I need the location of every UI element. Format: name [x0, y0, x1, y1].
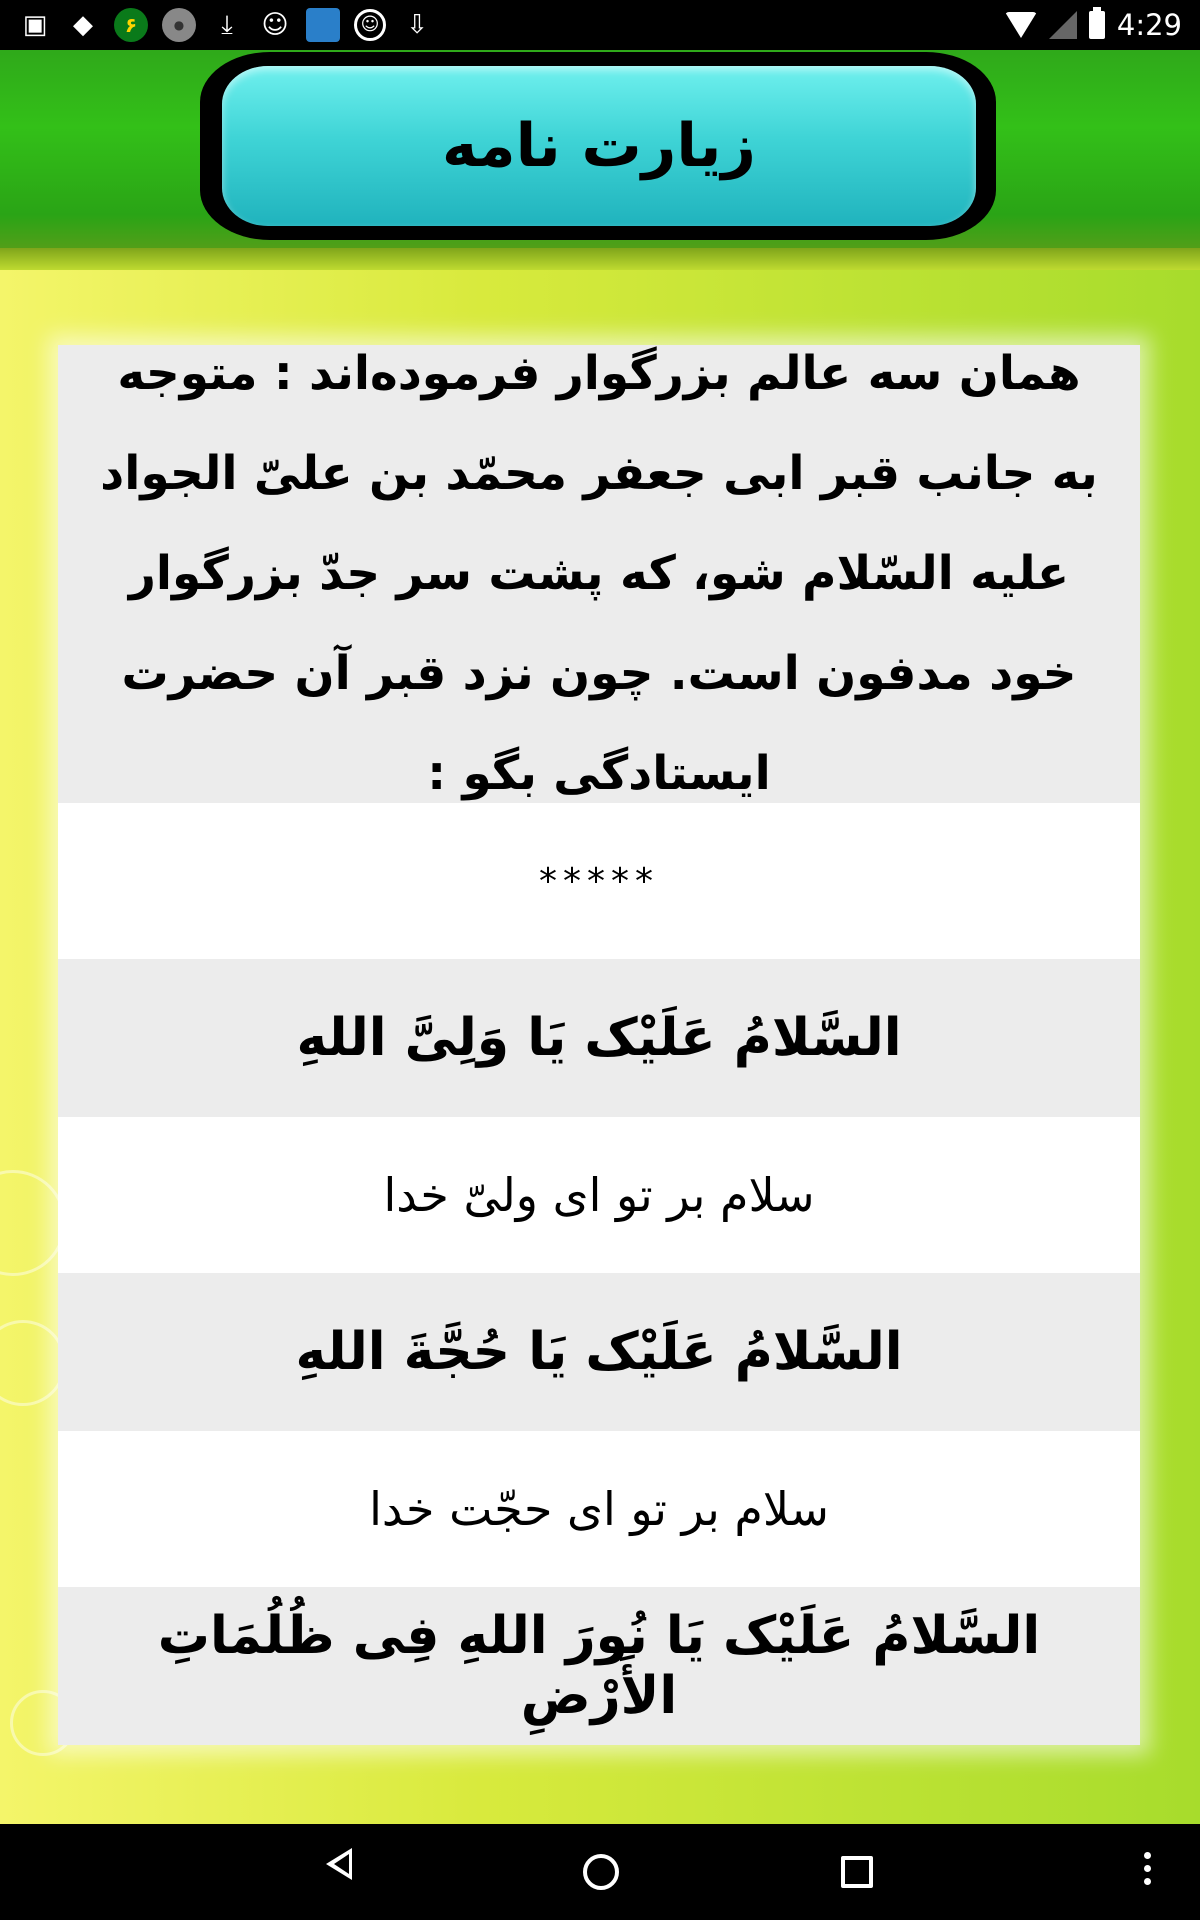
notification-icons [18, 6, 434, 44]
coin-icon: ● [162, 8, 196, 42]
navigation-bar [0, 1824, 1200, 1920]
content-card[interactable] [58, 345, 1140, 1745]
download-icon: ⤓ [221, 10, 233, 40]
badge-6-icon: ۶ [114, 8, 148, 42]
intro-text: همان سه عالم بزرگوار فرموده‌اند : متوجه به جانب قبر ابی جعفر محمّد بن علیّ الجواد علیه السّلام شو، که پشت سر جدّ بزرگوار خود مدفون است. چون نزد قبر آن حضرت ایستادگی بگو : [58, 345, 1140, 803]
arabic-verse: السَّلامُ عَلَیْک یَا وَلِیَّ اللهِ [58, 959, 1140, 1117]
wifi-icon [1005, 12, 1037, 38]
shopping-bag-icon: ◆ [73, 10, 93, 40]
battery-icon [1089, 11, 1105, 39]
arabic-verse: السَّلامُ عَلَیْک یَا نُورَ اللهِ فِی ظُلُمَاتِ الأَرْضِ [58, 1587, 1140, 1745]
status-bar [0, 0, 1200, 50]
recents-icon[interactable] [841, 1856, 873, 1888]
back-icon[interactable] [326, 1848, 352, 1880]
image-icon: ▣ [22, 10, 48, 40]
app-store-icon [306, 8, 340, 42]
arabic-verse: السَّلامُ عَلَیْک یَا حُجَّةَ اللهِ [58, 1273, 1140, 1431]
system-icons [1005, 0, 1182, 50]
home-icon[interactable] [583, 1854, 619, 1890]
decorative-swirl [0, 1320, 66, 1406]
decorative-swirl [0, 1170, 66, 1276]
persian-translation: سلام بر تو ای حجّت خدا [58, 1431, 1140, 1587]
smiley-icon: ☺ [354, 9, 386, 41]
signal-icon [1049, 11, 1077, 39]
clock: 4:29 [1116, 8, 1182, 42]
header-shadow [0, 248, 1200, 272]
separator: ***** [58, 803, 1140, 959]
page-title: زیارت نامه [442, 111, 756, 181]
persian-translation: سلام بر تو ای ولیّ خدا [58, 1117, 1140, 1273]
title-plate [222, 66, 976, 226]
download-box-icon: ⇩ [406, 10, 428, 40]
portrait-icon: ☺ [261, 10, 289, 40]
overflow-menu-icon[interactable] [1144, 1852, 1152, 1885]
